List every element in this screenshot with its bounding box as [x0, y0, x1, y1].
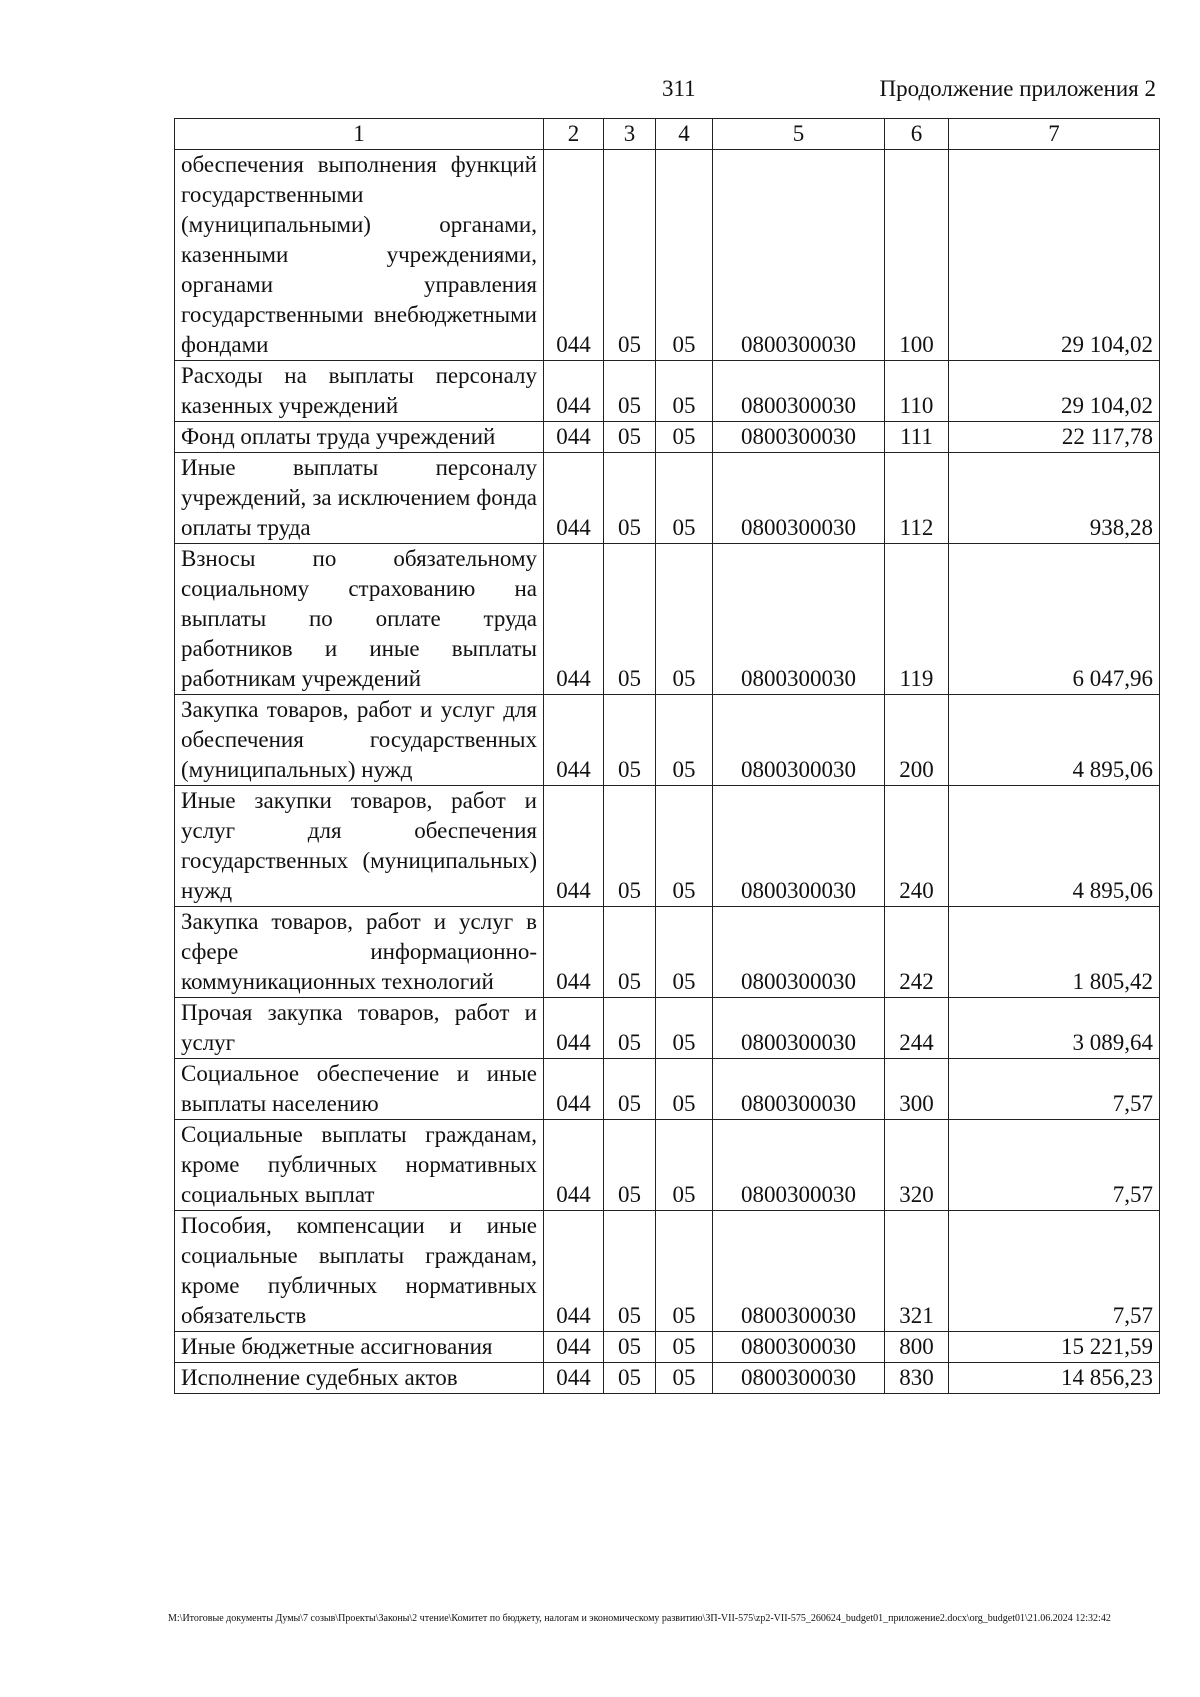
admin-code-cell: 044: [544, 998, 604, 1059]
section-code-cell: 05: [604, 453, 656, 544]
amount-cell: 938,28: [949, 453, 1160, 544]
target-article-cell: 0800300030: [713, 361, 885, 422]
admin-code-cell: 044: [544, 544, 604, 695]
expense-type-cell: 200: [885, 695, 949, 786]
amount-cell: 7,57: [949, 1211, 1160, 1332]
row-description: Фонд оплаты труда учреждений: [175, 422, 544, 453]
subsection-code-cell: 05: [656, 998, 713, 1059]
section-code-cell: 05: [604, 422, 656, 453]
target-article-cell: 0800300030: [713, 1059, 885, 1120]
table-row: [175, 361, 1160, 422]
row-description: Иные бюджетные ассигнования: [175, 1332, 544, 1363]
target-article-cell: 0800300030: [713, 150, 885, 361]
subsection-code-cell: 05: [656, 1363, 713, 1394]
section-code-cell: 05: [604, 1059, 656, 1120]
table-row: [175, 1120, 1160, 1211]
table-row: [175, 150, 1160, 361]
column-header: 2: [544, 119, 604, 150]
target-article-cell: 0800300030: [713, 1332, 885, 1363]
table-row: [175, 695, 1160, 786]
admin-code-cell: 044: [544, 1363, 604, 1394]
section-code-cell: 05: [604, 786, 656, 907]
section-code-cell: 05: [604, 998, 656, 1059]
row-description: Социальные выплаты гражданам, кроме публичных нормативных социальных выплат: [175, 1120, 544, 1211]
expense-type-cell: 112: [885, 453, 949, 544]
column-header: 5: [713, 119, 885, 150]
column-header: 7: [949, 119, 1160, 150]
row-description: Исполнение судебных актов: [175, 1363, 544, 1394]
row-description: Расходы на выплаты персоналу казенных учреждений: [175, 361, 544, 422]
target-article-cell: 0800300030: [713, 1120, 885, 1211]
subsection-code-cell: 05: [656, 907, 713, 998]
target-article-cell: 0800300030: [713, 998, 885, 1059]
budget-table: [174, 118, 1160, 1394]
amount-cell: 22 117,78: [949, 422, 1160, 453]
expense-type-cell: 100: [885, 150, 949, 361]
amount-cell: 15 221,59: [949, 1332, 1160, 1363]
column-number-row: [175, 119, 1160, 150]
row-description: Социальное обеспечение и иные выплаты населению: [175, 1059, 544, 1120]
row-description: Иные выплаты персоналу учреждений, за исключением фонда оплаты труда: [175, 453, 544, 544]
admin-code-cell: 044: [544, 361, 604, 422]
target-article-cell: 0800300030: [713, 544, 885, 695]
admin-code-cell: 044: [544, 907, 604, 998]
section-code-cell: 05: [604, 150, 656, 361]
column-header: 4: [656, 119, 713, 150]
subsection-code-cell: 05: [656, 150, 713, 361]
row-description: Пособия, компенсации и иные социальные выплаты гражданам, кроме публичных нормативных обязательств: [175, 1211, 544, 1332]
subsection-code-cell: 05: [656, 361, 713, 422]
section-code-cell: 05: [604, 361, 656, 422]
subsection-code-cell: 05: [656, 695, 713, 786]
expense-type-cell: 242: [885, 907, 949, 998]
expense-type-cell: 110: [885, 361, 949, 422]
amount-cell: 7,57: [949, 1059, 1160, 1120]
expense-type-cell: 321: [885, 1211, 949, 1332]
admin-code-cell: 044: [544, 1332, 604, 1363]
table-row: [175, 422, 1160, 453]
page-number: 311: [662, 76, 696, 101]
admin-code-cell: 044: [544, 1059, 604, 1120]
expense-type-cell: 111: [885, 422, 949, 453]
expense-type-cell: 119: [885, 544, 949, 695]
admin-code-cell: 044: [544, 1120, 604, 1211]
target-article-cell: 0800300030: [713, 1211, 885, 1332]
target-article-cell: 0800300030: [713, 1363, 885, 1394]
subsection-code-cell: 05: [656, 422, 713, 453]
table-row: [175, 453, 1160, 544]
row-description: Закупка товаров, работ и услуг в сфере информационно-коммуникационных технологий: [175, 907, 544, 998]
amount-cell: 4 895,06: [949, 695, 1160, 786]
target-article-cell: 0800300030: [713, 786, 885, 907]
section-code-cell: 05: [604, 907, 656, 998]
row-description: Закупка товаров, работ и услуг для обеспечения государственных (муниципальных) нужд: [175, 695, 544, 786]
column-header: 6: [885, 119, 949, 150]
subsection-code-cell: 05: [656, 1120, 713, 1211]
admin-code-cell: 044: [544, 453, 604, 544]
section-code-cell: 05: [604, 544, 656, 695]
expense-type-cell: 240: [885, 786, 949, 907]
table-row: [175, 544, 1160, 695]
expense-type-cell: 300: [885, 1059, 949, 1120]
admin-code-cell: 044: [544, 422, 604, 453]
table-row: [175, 907, 1160, 998]
admin-code-cell: 044: [544, 150, 604, 361]
row-description: Взносы по обязательному социальному страхованию на выплаты по оплате труда работников и иные выплаты работникам учреждений: [175, 544, 544, 695]
expense-type-cell: 800: [885, 1332, 949, 1363]
row-description: Иные закупки товаров, работ и услуг для обеспечения государственных (муниципальных) нужд: [175, 786, 544, 907]
admin-code-cell: 044: [544, 786, 604, 907]
amount-cell: 4 895,06: [949, 786, 1160, 907]
amount-cell: 29 104,02: [949, 150, 1160, 361]
expense-type-cell: 830: [885, 1363, 949, 1394]
subsection-code-cell: 05: [656, 1211, 713, 1332]
admin-code-cell: 044: [544, 695, 604, 786]
row-description: обеспечения выполнения функций государственными (муниципальными) органами, казенными учреждениями, органами управления государственными внебюджетными фондами: [175, 150, 544, 361]
table-row: [175, 1211, 1160, 1332]
admin-code-cell: 044: [544, 1211, 604, 1332]
section-code-cell: 05: [604, 695, 656, 786]
column-header: 3: [604, 119, 656, 150]
amount-cell: 29 104,02: [949, 361, 1160, 422]
target-article-cell: 0800300030: [713, 695, 885, 786]
file-path-footer: M:\Итоговые документы Думы\7 созыв\Проекты\Законы\2 чтение\Комитет по бюджету, налогам и экономическому развитию\ЗП-VII-575\zp2-VII-575_260624_budget01_приложение2.docx\org_budget01\21.06.2024 12:32:42: [168, 1613, 1111, 1624]
table-row: [175, 1059, 1160, 1120]
table-row: [175, 786, 1160, 907]
amount-cell: 3 089,64: [949, 998, 1160, 1059]
section-code-cell: 05: [604, 1332, 656, 1363]
amount-cell: 14 856,23: [949, 1363, 1160, 1394]
table-row: [175, 1363, 1160, 1394]
expense-type-cell: 320: [885, 1120, 949, 1211]
amount-cell: 6 047,96: [949, 544, 1160, 695]
table-row: [175, 998, 1160, 1059]
amount-cell: 7,57: [949, 1120, 1160, 1211]
target-article-cell: 0800300030: [713, 422, 885, 453]
subsection-code-cell: 05: [656, 786, 713, 907]
expense-type-cell: 244: [885, 998, 949, 1059]
subsection-code-cell: 05: [656, 1332, 713, 1363]
section-code-cell: 05: [604, 1211, 656, 1332]
table-row: [175, 1332, 1160, 1363]
subsection-code-cell: 05: [656, 544, 713, 695]
target-article-cell: 0800300030: [713, 453, 885, 544]
column-header: 1: [175, 119, 544, 150]
target-article-cell: 0800300030: [713, 907, 885, 998]
section-code-cell: 05: [604, 1363, 656, 1394]
amount-cell: 1 805,42: [949, 907, 1160, 998]
subsection-code-cell: 05: [656, 1059, 713, 1120]
row-description: Прочая закупка товаров, работ и услуг: [175, 998, 544, 1059]
continuation-heading: Продолжение приложения 2: [879, 76, 1156, 101]
section-code-cell: 05: [604, 1120, 656, 1211]
subsection-code-cell: 05: [656, 453, 713, 544]
